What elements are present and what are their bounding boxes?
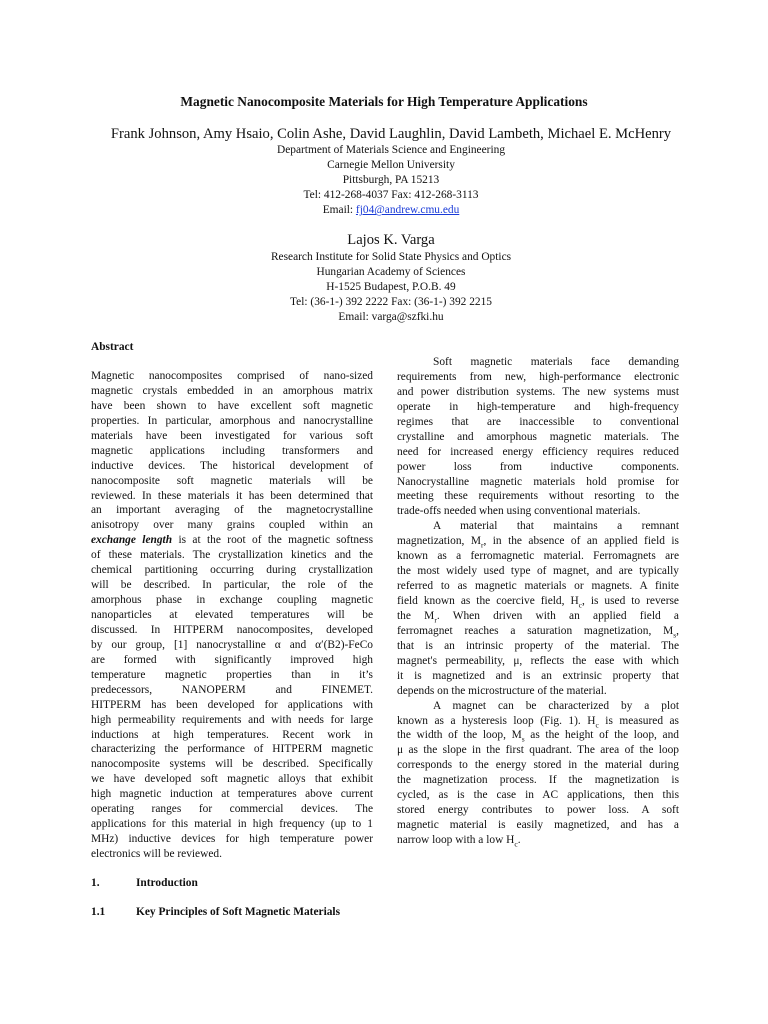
abstract-line: inductions at high temperatures. Recent work in: [91, 728, 373, 741]
abstract-line-exchange-length: [91, 533, 373, 548]
section-1-number: 1.: [91, 877, 100, 889]
body-line: cycled, as is the case in AC applications, then this: [397, 789, 679, 802]
body-line: corresponds to the energy stored in the material during: [397, 759, 679, 772]
abstract-line: materials have been investigated for various soft: [91, 429, 373, 442]
body-line: power loss from inductive components.: [397, 460, 679, 473]
abstract-line: high permeability requirements and with needs for large: [91, 713, 373, 726]
affiliation-academy: Hungarian Academy of Sciences: [316, 266, 466, 279]
abstract-line: we have developed soft magnetic alloys that exhibit: [91, 773, 373, 786]
author-list: Frank Johnson, Amy Hsaio, Colin Ashe, David Laughlin, David Lambeth, Michael E. McHenry: [110, 126, 672, 142]
exchange-length-emphasis: exchange length: [91, 534, 173, 547]
abstract-line: are formed with significantly improved high: [91, 653, 373, 666]
body-line: A magnet can be characterized by a plot: [433, 699, 679, 712]
abstract-line: characterizing the performance of HITPERM magnetic: [91, 743, 373, 756]
body-line: known as a ferromagnetic material. Ferromagnets are: [397, 550, 679, 563]
second-author: Lajos K. Varga: [347, 232, 435, 248]
abstract-line: properties. In particular, amorphous and nanocrystalline: [91, 414, 373, 427]
body-line: field known as the coercive field, $H_c$, is used to reverse: [397, 595, 679, 609]
section-1-1-title: Key Principles of Soft Magnetic Materials: [136, 906, 341, 918]
abstract-line: HITPERM has been developed for applications with: [91, 698, 373, 711]
affiliation-phone-2: Tel: (36-1-) 392 2222 Fax: (36-1-) 392 2215: [290, 296, 492, 309]
affiliation-university: Carnegie Mellon University: [327, 159, 455, 172]
body-line: stored energy contributes to power loss. A soft: [397, 804, 679, 817]
abstract-line: nanocomposite soft magnetic materials will be: [91, 474, 373, 487]
abstract-heading: Abstract: [91, 341, 134, 353]
abstract-line: Magnetic nanocomposites comprised of nano-sized: [91, 370, 373, 382]
body-line: μ as the slope in the first quadrant. The area of the loop: [397, 744, 679, 757]
affiliation-cmu: [0, 143, 768, 218]
abstract-line: predecessors, NANOPERM and FINEMET.: [91, 683, 373, 696]
body-line: the width of the loop, $M_s$ as the height of the loop, and: [397, 729, 679, 744]
affiliation-email-2: Email: varga@szfki.hu: [338, 311, 444, 324]
abstract-line: applications for this material in high frequency (up to 1: [91, 818, 373, 831]
body-line: need for increased energy efficiency requires reduced: [397, 445, 679, 458]
body-line: that is an intrinsic property of the material. The: [397, 639, 679, 652]
affiliation-email-line: [0, 203, 768, 218]
body-line: operate in high-temperature and high-frequency: [397, 400, 679, 413]
right-column-body: [397, 355, 679, 848]
body-line: known as a hysteresis loop (Fig. 1). $H_c$ is measured as: [397, 714, 679, 729]
body-line: magnetic material is easily magnetized, and has a: [397, 819, 679, 832]
abstract-line: will be described. In particular, the role of the: [91, 579, 373, 592]
section-1-title: Introduction: [136, 877, 198, 889]
section-1-1-number: 1.1: [91, 906, 106, 918]
abstract-line: nanoparticles at elevated temperatures will be: [91, 609, 373, 621]
body-line: the magnetization process. If the magnetization is: [397, 774, 679, 787]
abstract-line: nanocomposite systems will be described. Specifically: [91, 758, 373, 771]
body-line: narrow loop with a low $H_c$.: [397, 834, 521, 848]
body-line: ferromagnet reaches a saturation magnetization, $M_s$,: [397, 624, 679, 639]
affiliation-institute: Research Institute for Solid State Physics and Optics: [270, 251, 512, 263]
body-line: magnet's permeability, μ, reflects the ease with which: [397, 654, 679, 667]
body-line: Soft magnetic materials face demanding: [433, 356, 679, 368]
abstract-line: discussed. In HITPERM nanocomposites, developed: [91, 623, 373, 636]
email-label: Email:: [322, 204, 356, 217]
abstract-line: chemical partitioning occurring during crystallization: [91, 564, 373, 577]
abstract-line: reviewed. In these materials it has been determined that: [91, 489, 373, 502]
affiliation-city: Pittsburgh, PA 15213: [342, 174, 440, 187]
abstract-line: of these materials. The crystallization kinetics and the: [91, 549, 373, 562]
abstract-line: operating ranges for commercial devices. The: [91, 803, 373, 816]
body-line: trade-offs needed when using conventional materials.: [397, 505, 641, 518]
affiliation-hungary: [0, 250, 768, 325]
abstract-line: magnetic applications including transformers and: [91, 444, 373, 457]
abstract-line: inductive devices. The historical development of: [91, 459, 373, 472]
body-line: and power distribution systems. The new systems must: [397, 385, 679, 398]
body-line: meeting these requirements without resorting to the: [397, 490, 679, 503]
email-link[interactable]: fj04@andrew.cmu.edu: [355, 204, 460, 217]
paper-title: Magnetic Nanocomposite Materials for High Temperature Applications: [180, 94, 588, 109]
body-line: Nanocrystalline magnetic materials hold promise for: [397, 475, 679, 488]
abstract-line: electronics will be reviewed.: [91, 848, 222, 860]
body-line: the most widely used type of magnet, and are typically: [397, 565, 679, 578]
body-line: crystalline and amorphous magnetic materials. The: [397, 430, 679, 443]
abstract-line: MHz) inductive devices for high temperature power: [91, 833, 373, 846]
abstract-body: [91, 369, 373, 862]
abstract-line: have been shown to have excellent soft magnetic: [91, 399, 373, 412]
abstract-line: an important averaging of the magnetocrystalline: [91, 504, 373, 517]
abstract-line: amorphous phase in exchange coupling magnetic: [91, 594, 373, 607]
body-line: requirements from new, high-performance electronic: [397, 370, 679, 383]
body-line: regimes that are inaccessible to conventional: [397, 415, 679, 428]
body-line: the $M_r$. When driven with an applied field a: [397, 609, 679, 624]
body-line: depends on the microstructure of the material.: [397, 684, 607, 697]
affiliation-city-2: H-1525 Budapest, P.O.B. 49: [326, 281, 456, 294]
body-line: A material that maintains a remnant: [433, 520, 679, 533]
abstract-line: temperature magnetic properties than in it’s: [91, 668, 373, 681]
affiliation-phone: Tel: 412-268-4037 Fax: 412-268-3113: [303, 189, 479, 202]
abstract-line: by our group, [1] nanocrystalline α and α′(B2)-FeCo: [91, 638, 373, 651]
body-line: it is magnetized and is an extrinsic property that: [397, 669, 679, 682]
body-line: magnetization, $M_r$, in the absence of an applied field is: [397, 535, 679, 550]
abstract-line: high magnetic induction at temperatures above current: [91, 788, 373, 801]
exchange-length-rest: is at the root of the magnetic softness: [172, 534, 373, 547]
affiliation-department: Department of Materials Science and Engineering: [276, 144, 506, 156]
body-line: referred to as magnetic materials or magnets. A finite: [397, 580, 679, 593]
abstract-line: magnetic crystals embedded in an amorphous matrix: [91, 384, 373, 397]
abstract-line: anisotropy over many grains coupled within an: [91, 519, 373, 532]
